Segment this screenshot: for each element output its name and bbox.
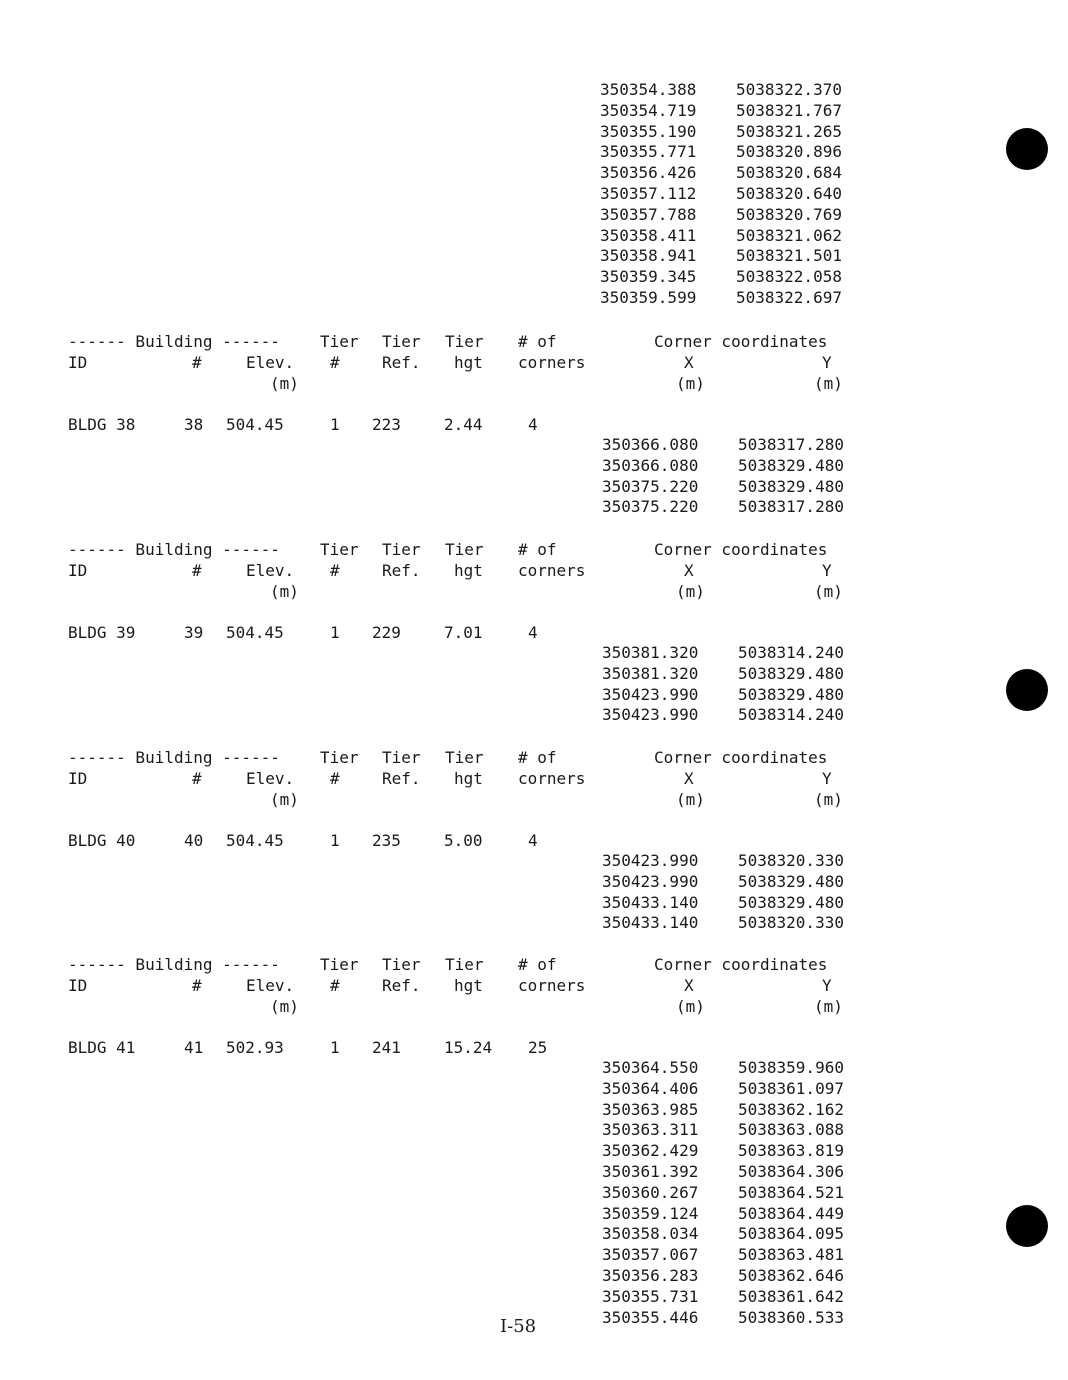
- y-unit: (m): [814, 582, 843, 601]
- x-coordinate: 350355.446: [602, 1307, 699, 1327]
- tier-number-header: #: [330, 976, 340, 995]
- coordinate-row: [602, 1162, 868, 1183]
- y-coordinate: 5038321.767: [736, 100, 842, 120]
- number-header: #: [192, 769, 202, 788]
- coordinate-row: [602, 643, 868, 664]
- y-coordinate: 5038317.280: [738, 435, 844, 454]
- elevation-unit: (m): [270, 790, 299, 809]
- tier-ref-header: Tier: [382, 955, 421, 974]
- building-elevation: 504.45: [226, 415, 284, 434]
- tier-height: 5.00: [444, 831, 483, 850]
- tier-hgt-header: Tier: [445, 332, 484, 351]
- id-header: ID: [68, 561, 88, 580]
- corner-count: 25: [528, 1038, 548, 1057]
- coordinate-list-continued: [600, 80, 842, 309]
- building-id: BLDG 41: [68, 1038, 136, 1057]
- y-coordinate: 5038320.684: [736, 163, 842, 183]
- x-coordinate: 350364.550: [602, 1058, 699, 1077]
- y-coordinate: 5038321.265: [736, 121, 842, 141]
- corner-count-header: # of: [518, 955, 557, 974]
- building-row: [68, 1038, 868, 1058]
- binder-hole: [1006, 1205, 1048, 1247]
- x-coordinate: 350359.345: [600, 267, 697, 287]
- coordinate-row: [602, 1100, 868, 1121]
- x-coordinate: 350354.388: [600, 80, 697, 99]
- corner-coordinates-header: Corner coordinates: [654, 540, 828, 559]
- x-coordinate: 350423.990: [602, 705, 699, 725]
- y-coordinate: 5038361.642: [738, 1286, 844, 1306]
- x-coordinate: 350423.990: [602, 871, 699, 891]
- coordinate-row: [602, 435, 868, 456]
- x-coordinate: 350363.311: [602, 1120, 699, 1140]
- coordinate-row: [602, 1287, 868, 1308]
- building-row: [68, 623, 868, 643]
- coordinate-row: [600, 246, 842, 267]
- y-coordinate: 5038364.306: [738, 1161, 844, 1181]
- tier-reference: 235: [372, 831, 401, 850]
- y-coordinate: 5038363.819: [738, 1141, 844, 1161]
- coordinate-row: [600, 101, 842, 122]
- building-row: [68, 415, 868, 435]
- coordinate-row: [602, 1141, 868, 1162]
- reference-header: Ref.: [382, 353, 421, 372]
- tier-number: 1: [330, 623, 340, 642]
- elevation-unit: (m): [270, 582, 299, 601]
- tier-number: 1: [330, 831, 340, 850]
- number-header: #: [192, 561, 202, 580]
- corner-coordinate-list: [602, 643, 868, 726]
- coordinate-row: [602, 893, 868, 914]
- y-coordinate: 5038364.095: [738, 1224, 844, 1244]
- coordinate-row: [600, 163, 842, 184]
- height-header: hgt: [454, 561, 483, 580]
- building-block: [68, 332, 868, 518]
- tier-ref-header: Tier: [382, 748, 421, 767]
- table-header: [68, 332, 868, 394]
- y-coordinate: 5038360.533: [738, 1307, 844, 1327]
- building-number: 40: [184, 831, 204, 850]
- coordinate-row: [602, 705, 868, 726]
- x-coordinate: 350356.283: [602, 1265, 699, 1285]
- x-header: X: [684, 353, 694, 372]
- x-coordinate: 350366.080: [602, 455, 699, 475]
- x-coordinate: 350375.220: [602, 497, 699, 517]
- y-coordinate: 5038363.481: [738, 1245, 844, 1265]
- y-coordinate: 5038314.240: [738, 705, 844, 725]
- reference-header: Ref.: [382, 769, 421, 788]
- tier-height: 7.01: [444, 623, 483, 642]
- y-coordinate: 5038329.480: [738, 663, 844, 683]
- building-elevation: 504.45: [226, 623, 284, 642]
- x-coordinate: 350433.140: [602, 913, 699, 933]
- x-coordinate: 350359.124: [602, 1203, 699, 1223]
- building-number: 38: [184, 415, 204, 434]
- x-coordinate: 350381.320: [602, 663, 699, 683]
- x-coordinate: 350358.941: [600, 246, 697, 266]
- building-row: [68, 831, 868, 851]
- coordinate-row: [600, 226, 842, 247]
- tier-ref-header: Tier: [382, 540, 421, 559]
- tier-hgt-header: Tier: [445, 748, 484, 767]
- building-id: BLDG 38: [68, 415, 136, 434]
- table-header: [68, 748, 868, 810]
- x-coordinate: 350423.990: [602, 684, 699, 704]
- corner-count-header: # of: [518, 748, 557, 767]
- y-unit: (m): [814, 997, 843, 1016]
- building-number: 41: [184, 1038, 204, 1057]
- building-header: ------ Building ------: [68, 955, 280, 974]
- tier-height: 15.24: [444, 1038, 493, 1057]
- y-unit: (m): [814, 790, 843, 809]
- building-id: BLDG 40: [68, 831, 136, 850]
- coordinate-row: [600, 122, 842, 143]
- y-coordinate: 5038329.480: [738, 892, 844, 912]
- x-coordinate: 350354.719: [600, 100, 697, 120]
- corner-count-header: # of: [518, 332, 557, 351]
- x-coordinate: 350359.599: [600, 287, 697, 307]
- y-coordinate: 5038364.449: [738, 1203, 844, 1223]
- tier-reference: 241: [372, 1038, 401, 1057]
- coordinate-row: [602, 1183, 868, 1204]
- coordinate-row: [602, 913, 868, 934]
- coordinate-row: [602, 1245, 868, 1266]
- y-coordinate: 5038329.480: [738, 684, 844, 704]
- coordinate-row: [602, 1120, 868, 1141]
- coordinate-row: [602, 1204, 868, 1225]
- x-coordinate: 350364.406: [602, 1078, 699, 1098]
- y-coordinate: 5038362.162: [738, 1099, 844, 1119]
- x-coordinate: 350375.220: [602, 476, 699, 496]
- building-elevation: 502.93: [226, 1038, 284, 1057]
- elevation-header: Elev.: [246, 353, 295, 372]
- building-header: ------ Building ------: [68, 332, 280, 351]
- y-coordinate: 5038329.480: [738, 455, 844, 475]
- x-coordinate: 350360.267: [602, 1182, 699, 1202]
- y-coordinate: 5038364.521: [738, 1182, 844, 1202]
- page-number: I-58: [500, 1316, 537, 1337]
- corner-count: 4: [528, 415, 538, 434]
- y-coordinate: 5038314.240: [738, 643, 844, 662]
- y-coordinate: 5038321.501: [736, 246, 842, 266]
- y-coordinate: 5038329.480: [738, 476, 844, 496]
- number-header: #: [192, 976, 202, 995]
- y-coordinate: 5038320.896: [736, 142, 842, 162]
- x-coordinate: 350381.320: [602, 643, 699, 662]
- x-header: X: [684, 976, 694, 995]
- tier-reference: 229: [372, 623, 401, 642]
- x-unit: (m): [676, 374, 705, 393]
- tier-number-header: #: [330, 769, 340, 788]
- y-coordinate: 5038363.088: [738, 1120, 844, 1140]
- elevation-unit: (m): [270, 374, 299, 393]
- coordinate-row: [602, 1079, 868, 1100]
- building-block: [68, 955, 868, 1328]
- x-coordinate: 350357.788: [600, 204, 697, 224]
- y-coordinate: 5038329.480: [738, 871, 844, 891]
- coordinate-row: [600, 288, 842, 309]
- coordinate-row: [600, 267, 842, 288]
- y-coordinate: 5038362.646: [738, 1265, 844, 1285]
- tier-ref-header: Tier: [382, 332, 421, 351]
- x-coordinate: 350357.112: [600, 183, 697, 203]
- height-header: hgt: [454, 976, 483, 995]
- y-coordinate: 5038320.769: [736, 204, 842, 224]
- coordinate-row: [600, 142, 842, 163]
- y-coordinate: 5038359.960: [738, 1058, 844, 1077]
- y-coordinate: 5038321.062: [736, 225, 842, 245]
- tier-hgt-header: Tier: [445, 540, 484, 559]
- x-unit: (m): [676, 790, 705, 809]
- x-coordinate: 350361.392: [602, 1161, 699, 1181]
- reference-header: Ref.: [382, 561, 421, 580]
- x-coordinate: 350356.426: [600, 163, 697, 183]
- x-header: X: [684, 561, 694, 580]
- reference-header: Ref.: [382, 976, 421, 995]
- building-header: ------ Building ------: [68, 540, 280, 559]
- y-header: Y: [822, 769, 832, 788]
- tier-header: Tier: [320, 955, 359, 974]
- coordinate-row: [602, 851, 868, 872]
- corner-coordinate-list: [602, 1058, 868, 1328]
- coordinate-row: [600, 205, 842, 226]
- binder-hole: [1006, 128, 1048, 170]
- coordinate-row: [602, 664, 868, 685]
- tier-number-header: #: [330, 561, 340, 580]
- y-coordinate: 5038320.330: [738, 913, 844, 933]
- y-coordinate: 5038317.280: [738, 497, 844, 517]
- x-coordinate: 350355.190: [600, 121, 697, 141]
- tier-header: Tier: [320, 540, 359, 559]
- corners-header: corners: [518, 561, 586, 580]
- tier-number: 1: [330, 415, 340, 434]
- x-coordinate: 350366.080: [602, 435, 699, 454]
- x-coordinate: 350423.990: [602, 851, 699, 870]
- y-coordinate: 5038320.330: [738, 851, 844, 870]
- coordinate-row: [602, 497, 868, 518]
- building-block: [68, 748, 868, 934]
- elevation-header: Elev.: [246, 561, 295, 580]
- y-coordinate: 5038322.697: [736, 287, 842, 307]
- y-header: Y: [822, 976, 832, 995]
- x-coordinate: 350355.731: [602, 1286, 699, 1306]
- id-header: ID: [68, 769, 88, 788]
- y-coordinate: 5038320.640: [736, 183, 842, 203]
- building-block: [68, 540, 868, 726]
- coordinate-row: [600, 80, 842, 101]
- corner-count-header: # of: [518, 540, 557, 559]
- number-header: #: [192, 353, 202, 372]
- tier-reference: 223: [372, 415, 401, 434]
- corner-coordinate-list: [602, 435, 868, 518]
- id-header: ID: [68, 353, 88, 372]
- building-number: 39: [184, 623, 204, 642]
- coordinate-row: [602, 1058, 868, 1079]
- elevation-unit: (m): [270, 997, 299, 1016]
- y-unit: (m): [814, 374, 843, 393]
- x-coordinate: 350362.429: [602, 1141, 699, 1161]
- binder-hole: [1006, 669, 1048, 711]
- x-unit: (m): [676, 997, 705, 1016]
- x-coordinate: 350358.411: [600, 225, 697, 245]
- y-header: Y: [822, 353, 832, 372]
- coordinate-row: [602, 1266, 868, 1287]
- elevation-header: Elev.: [246, 769, 295, 788]
- x-header: X: [684, 769, 694, 788]
- corner-coordinates-header: Corner coordinates: [654, 955, 828, 974]
- tier-hgt-header: Tier: [445, 955, 484, 974]
- elevation-header: Elev.: [246, 976, 295, 995]
- coordinate-row: [602, 456, 868, 477]
- coordinate-row: [602, 1224, 868, 1245]
- building-id: BLDG 39: [68, 623, 136, 642]
- tier-number-header: #: [330, 353, 340, 372]
- tier-height: 2.44: [444, 415, 483, 434]
- corner-coordinate-list: [602, 851, 868, 934]
- x-coordinate: 350357.067: [602, 1245, 699, 1265]
- corner-count: 4: [528, 831, 538, 850]
- coordinate-row: [602, 1308, 868, 1329]
- coordinate-row: [602, 685, 868, 706]
- corner-coordinates-header: Corner coordinates: [654, 332, 828, 351]
- corners-header: corners: [518, 769, 586, 788]
- tier-header: Tier: [320, 332, 359, 351]
- x-unit: (m): [676, 582, 705, 601]
- x-coordinate: 350358.034: [602, 1224, 699, 1244]
- coordinate-row: [602, 477, 868, 498]
- x-coordinate: 350433.140: [602, 892, 699, 912]
- corners-header: corners: [518, 353, 586, 372]
- y-coordinate: 5038322.370: [736, 80, 842, 99]
- id-header: ID: [68, 976, 88, 995]
- building-header: ------ Building ------: [68, 748, 280, 767]
- coordinate-row: [600, 184, 842, 205]
- coordinate-row: [602, 872, 868, 893]
- y-coordinate: 5038322.058: [736, 267, 842, 287]
- x-coordinate: 350355.771: [600, 142, 697, 162]
- building-elevation: 504.45: [226, 831, 284, 850]
- tier-number: 1: [330, 1038, 340, 1057]
- tier-header: Tier: [320, 748, 359, 767]
- corner-count: 4: [528, 623, 538, 642]
- table-header: [68, 955, 868, 1017]
- table-header: [68, 540, 868, 602]
- corners-header: corners: [518, 976, 586, 995]
- y-header: Y: [822, 561, 832, 580]
- height-header: hgt: [454, 769, 483, 788]
- x-coordinate: 350363.985: [602, 1099, 699, 1119]
- height-header: hgt: [454, 353, 483, 372]
- y-coordinate: 5038361.097: [738, 1078, 844, 1098]
- corner-coordinates-header: Corner coordinates: [654, 748, 828, 767]
